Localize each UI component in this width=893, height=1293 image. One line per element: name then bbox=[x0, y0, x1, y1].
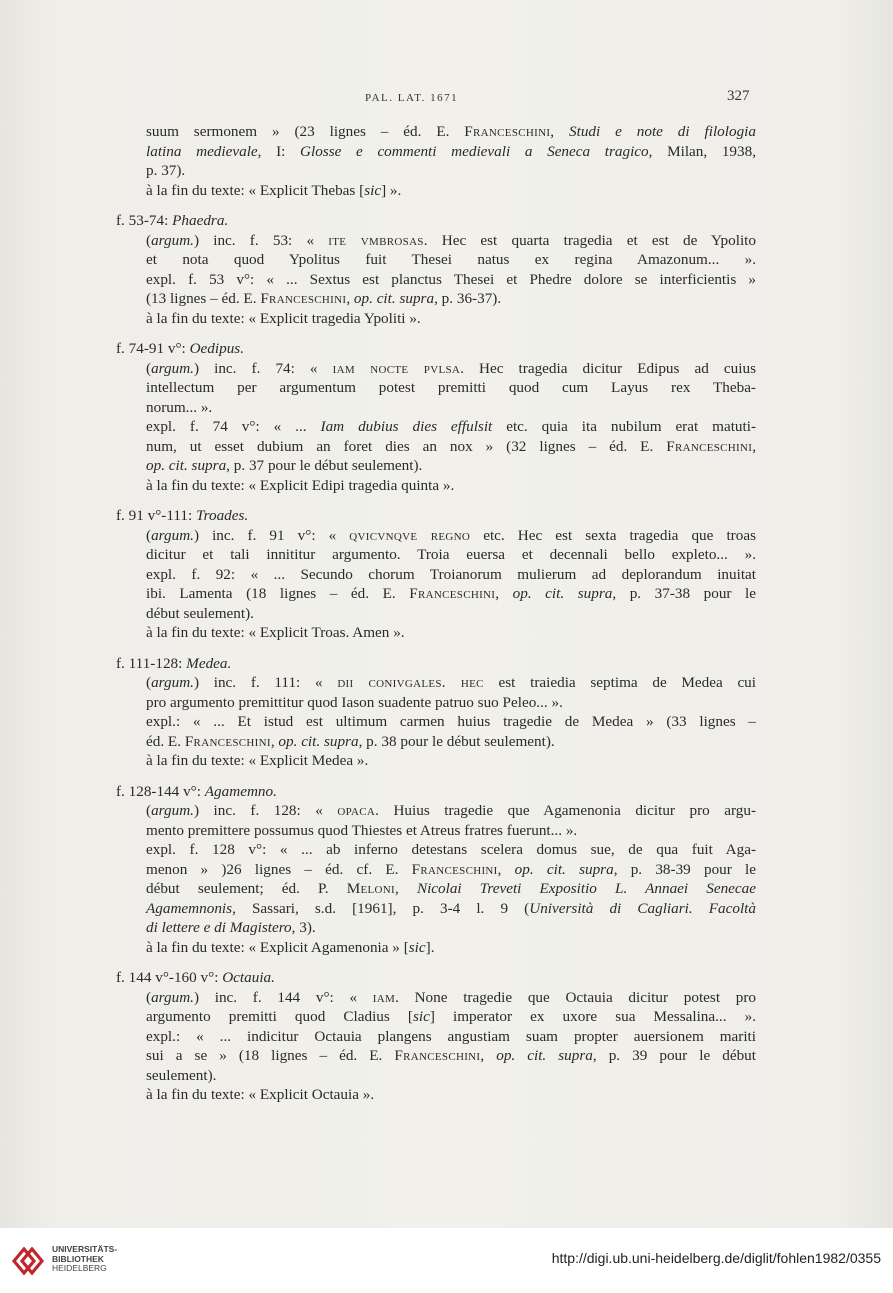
text-run: ibi. Lamenta (18 lignes – éd. E. bbox=[146, 585, 410, 602]
italic-text: op. cit. supra bbox=[146, 457, 227, 474]
small-caps-text: opaca bbox=[337, 802, 376, 819]
text-run: ) inc. f. 74: « bbox=[193, 359, 333, 377]
text-run: à la fin du texte: « Explicit Troas. Amen ». bbox=[146, 624, 405, 641]
text-run: , bbox=[550, 123, 569, 140]
text-line bbox=[116, 1085, 756, 1105]
italic-text: Troades. bbox=[196, 507, 249, 524]
italic-text: sic bbox=[364, 181, 382, 199]
text-run: début seulement; éd. P. bbox=[146, 880, 347, 897]
text-run: menon » )26 lignes – éd. cf. E. bbox=[146, 860, 412, 878]
small-caps-text: Franceschini bbox=[394, 1047, 481, 1064]
italic-text: sic bbox=[408, 938, 426, 956]
text-run: expl. f. 53 v°: « ... Sextus est planctus Thesei et Phedre dolore se interficientis » bbox=[146, 270, 756, 288]
italic-text: sic bbox=[412, 1008, 430, 1025]
logo-line: HEIDELBERG bbox=[52, 1263, 107, 1273]
text-run: . Huius tragedie que Agamenonia dicitur pro argu- bbox=[375, 802, 756, 819]
text-line bbox=[116, 378, 756, 398]
text-line bbox=[116, 359, 756, 379]
text-line bbox=[116, 938, 756, 958]
text-run: num, ut esset dubium an foret dies an nox » (32 lignes – éd. E. bbox=[146, 437, 667, 455]
text-line bbox=[116, 673, 756, 693]
text-line bbox=[116, 289, 756, 309]
text-run: , Milan, 1938, bbox=[648, 142, 756, 160]
text-line bbox=[116, 309, 756, 329]
italic-text: Glosse e commenti medievali a Seneca tragico bbox=[300, 142, 649, 160]
entry-phaedra bbox=[116, 211, 756, 328]
small-caps-text: iam nocte pvlsa bbox=[332, 359, 461, 377]
text-line bbox=[116, 437, 756, 457]
text-run: . Hec est quarta tragedia et est de Ypolito bbox=[423, 231, 756, 249]
text-line bbox=[116, 456, 756, 476]
folio-heading bbox=[116, 506, 756, 526]
text-line bbox=[116, 732, 756, 752]
text-run: , Sassari, s.d. [1961], p. 3-4 l. 9 ( bbox=[232, 899, 530, 917]
text-line bbox=[116, 801, 756, 821]
text-run: éd. E. bbox=[146, 732, 185, 750]
page-number: 327 bbox=[727, 88, 750, 104]
text-run: (13 lignes – éd. E. bbox=[146, 290, 261, 307]
small-caps-text: ite vmbrosas bbox=[328, 231, 424, 249]
small-caps-text: Franceschini bbox=[260, 290, 347, 307]
logo-line: BIBLIOTHEK bbox=[52, 1253, 104, 1264]
folio-heading bbox=[116, 211, 756, 231]
italic-text: argum. bbox=[151, 359, 194, 377]
permalink[interactable]: http://digi.ub.uni-heidelberg.de/diglit/fohlen1982/0355 bbox=[551, 1250, 881, 1266]
entry-oedipus bbox=[116, 339, 756, 495]
text-run: début seulement). bbox=[146, 604, 254, 622]
text-line bbox=[116, 476, 756, 496]
italic-text: argum. bbox=[151, 988, 194, 1006]
text-run: intellectum per argumentum potest premitti quod cum Layus rex Theba- bbox=[146, 379, 756, 396]
small-caps-text: iam bbox=[372, 988, 396, 1006]
small-caps-text: qvicvnqve regno bbox=[349, 526, 471, 544]
text-run: expl. f. 92: « ... Secundo chorum Troianorum mulierum ad deplorandum inuitat bbox=[146, 565, 756, 583]
text-run: , p. 37 pour le début seulement). bbox=[226, 457, 423, 474]
text-run: à la fin du texte: « Explicit Edipi tragedia quinta ». bbox=[146, 476, 455, 494]
small-caps-text: Franceschini bbox=[411, 860, 498, 878]
text-line bbox=[116, 918, 756, 938]
small-caps-text: Franceschini bbox=[184, 732, 271, 750]
running-head bbox=[0, 88, 893, 108]
text-line bbox=[116, 840, 756, 860]
folio-heading bbox=[116, 782, 756, 802]
text-run: mento premittere possumus quod Thiestes et Atreus fratres fuerunt... ». bbox=[146, 821, 578, 839]
text-run: et nota quod Ypolitus fuit Thesei natus ex regina Amazonum... ». bbox=[146, 251, 756, 268]
small-caps-text: Meloni bbox=[346, 880, 396, 897]
text-run: sui a se » (18 lignes – éd. E. bbox=[146, 1047, 395, 1064]
italic-text: argum. bbox=[151, 674, 194, 691]
text-run: ) inc. f. 144 v°: « bbox=[193, 988, 373, 1006]
small-caps-text: dii conivgales. hec bbox=[337, 674, 484, 691]
running-head-title: PAL. LAT. 1671 bbox=[365, 92, 459, 104]
text-line bbox=[116, 1027, 756, 1047]
text-run: expl.: « ... Et istud est ultimum carmen huius tragedie de Medea » (33 lignes – bbox=[146, 713, 756, 730]
text-run: f. 111-128: bbox=[116, 654, 187, 672]
text-run: , bbox=[346, 290, 354, 307]
text-line bbox=[116, 712, 756, 732]
text-run: , bbox=[497, 860, 515, 878]
text-run: , p. 38 pour le début seulement). bbox=[358, 732, 555, 750]
text-line bbox=[116, 1046, 756, 1066]
italic-text: argum. bbox=[151, 526, 194, 544]
text-line bbox=[116, 398, 756, 418]
text-run: à la fin du texte: « Explicit Medea ». bbox=[146, 752, 369, 769]
folio-heading bbox=[116, 654, 756, 674]
text-line bbox=[116, 899, 756, 919]
folio-heading bbox=[116, 968, 756, 988]
text-run: , bbox=[495, 585, 513, 602]
text-run: p. 37). bbox=[146, 162, 186, 179]
text-run: suum sermonem » (23 lignes – éd. E. bbox=[146, 123, 465, 140]
italic-text: op. cit. supra bbox=[512, 585, 613, 602]
text-line bbox=[116, 417, 756, 437]
text-run: ( bbox=[146, 802, 152, 819]
text-run: f. 53-74: bbox=[116, 212, 173, 229]
text-run: argumento premitti quod Cladius [ bbox=[146, 1008, 413, 1025]
text-run: à la fin du texte: « Explicit Agamenonia » [ bbox=[146, 938, 409, 956]
text-run: f. 144 v°-160 v°: bbox=[116, 969, 223, 986]
italic-text: op. cit. supra bbox=[496, 1047, 593, 1064]
text-line bbox=[116, 161, 756, 181]
text-line bbox=[116, 250, 756, 270]
text-run: , p. 36-37). bbox=[434, 290, 502, 307]
text-run: ) inc. f. 53: « bbox=[193, 231, 329, 249]
italic-text: Phaedra. bbox=[172, 212, 229, 229]
text-run: à la fin du texte: « Explicit tragedia Ypoliti ». bbox=[146, 309, 421, 327]
italic-text: op. cit. supra bbox=[353, 290, 435, 307]
italic-text: op. cit. supra bbox=[278, 732, 359, 750]
italic-text: Università di Cagliari. Facoltà bbox=[529, 899, 756, 917]
text-line bbox=[116, 821, 756, 841]
text-run: , p. 38-39 pour le bbox=[613, 860, 756, 878]
italic-text: Studi e note di filologia bbox=[569, 123, 756, 140]
italic-text: Nicolai Treveti Expositio L. Annaei Senecae bbox=[416, 880, 756, 897]
italic-text: di lettere e di Magistero bbox=[146, 919, 292, 936]
text-run: ) inc. f. 128: « bbox=[193, 802, 338, 819]
text-line bbox=[116, 526, 756, 546]
text-line bbox=[116, 545, 756, 565]
catalog-body bbox=[116, 122, 756, 1105]
text-run: , bbox=[752, 437, 756, 455]
text-run: ] imperator ex uxore sua Messalina... ». bbox=[429, 1008, 756, 1025]
text-run: ) inc. f. 91 v°: « bbox=[193, 526, 350, 544]
university-library-logo-icon bbox=[10, 1239, 46, 1279]
text-run: , p. 39 pour le début bbox=[592, 1047, 756, 1064]
text-line bbox=[116, 584, 756, 604]
text-line bbox=[116, 751, 756, 771]
text-run: norum... ». bbox=[146, 398, 213, 416]
text-run: . Hec tragedia dicitur Edipus ad cuius bbox=[460, 359, 756, 377]
text-run: pro argumento premittitur quod Iason suadente patruo suo Peleo... ». bbox=[146, 693, 563, 711]
text-run: f. 74-91 v°: bbox=[116, 340, 190, 357]
text-run: etc. quia ita nubilum erat matuti- bbox=[492, 418, 756, 435]
text-line bbox=[116, 604, 756, 624]
text-line bbox=[116, 879, 756, 899]
logo-line: UNIVERSITÄTS- bbox=[52, 1244, 118, 1254]
entry-medea bbox=[116, 654, 756, 771]
italic-text: Iam dubius dies effulsit bbox=[320, 418, 493, 435]
text-run: , bbox=[270, 732, 279, 750]
text-line bbox=[116, 860, 756, 880]
italic-text: Medea. bbox=[186, 654, 232, 672]
text-run: f. 91 v°-111: bbox=[116, 507, 197, 524]
text-run: ( bbox=[146, 526, 152, 544]
text-run: ]. bbox=[425, 938, 435, 956]
entry-agamemno bbox=[116, 782, 756, 958]
italic-text: argum. bbox=[151, 231, 194, 249]
text-run: dicitur et tali innititur argumento. Troia euersa et decennali bello expleto... ». bbox=[146, 546, 756, 563]
small-caps-text: Franceschini bbox=[409, 585, 496, 602]
text-line bbox=[116, 181, 756, 201]
text-run: expl. f. 74 v°: « ... bbox=[146, 418, 321, 435]
text-line bbox=[116, 1066, 756, 1086]
text-run: ] ». bbox=[381, 181, 402, 199]
text-run: à la fin du texte: « Explicit Octauia ». bbox=[146, 1086, 375, 1103]
text-run: ( bbox=[146, 988, 152, 1006]
folio-heading bbox=[116, 339, 756, 359]
italic-text: Octauia. bbox=[222, 969, 275, 986]
text-run: , bbox=[480, 1047, 497, 1064]
small-caps-text: Franceschini bbox=[666, 437, 753, 455]
text-run: ( bbox=[146, 359, 152, 377]
text-run: ) inc. f. 111: « bbox=[193, 674, 338, 691]
text-run: , 3). bbox=[291, 919, 316, 936]
text-run: ( bbox=[146, 674, 152, 691]
small-caps-text: Franceschini bbox=[464, 123, 551, 140]
text-line bbox=[116, 1007, 756, 1027]
text-run: à la fin du texte: « Explicit Thebas [ bbox=[146, 181, 365, 199]
italic-text: Agamemno. bbox=[204, 782, 277, 800]
text-run: etc. Hec est sexta tragedia que troas bbox=[470, 526, 756, 544]
text-run: seulement). bbox=[146, 1066, 217, 1084]
entry-troades bbox=[116, 506, 756, 643]
text-run: , p. 37-38 pour le bbox=[612, 585, 756, 602]
italic-text: argum. bbox=[151, 802, 194, 819]
text-run: expl. f. 128 v°: « ... ab inferno detestans scelera domus sue, de qua fuit Aga- bbox=[146, 841, 756, 858]
text-run: f. 128-144 v°: bbox=[116, 782, 205, 800]
italic-text: op. cit. supra bbox=[514, 860, 614, 878]
text-run: , I: bbox=[257, 142, 301, 160]
text-line bbox=[116, 623, 756, 643]
text-run: ( bbox=[146, 231, 152, 249]
text-line bbox=[116, 270, 756, 290]
entry-octauia bbox=[116, 968, 756, 1105]
text-line bbox=[116, 565, 756, 585]
text-run: est traiedia septima de Medea cui bbox=[483, 674, 756, 691]
italic-text: Oedipus. bbox=[189, 340, 244, 357]
text-line bbox=[116, 693, 756, 713]
text-line bbox=[116, 142, 756, 162]
text-line bbox=[116, 122, 756, 142]
text-run: expl.: « ... indicitur Octauia plangens angustiam suam propter auersionem mariti bbox=[146, 1027, 756, 1045]
italic-text: Agamemnonis bbox=[146, 899, 233, 917]
text-run: . None tragedie que Octauia dicitur potest pro bbox=[395, 988, 756, 1006]
text-run: , bbox=[395, 880, 417, 897]
text-line bbox=[116, 231, 756, 251]
text-line bbox=[116, 988, 756, 1008]
library-logo-text bbox=[52, 1245, 117, 1274]
italic-text: latina medievale bbox=[146, 142, 258, 160]
viewer-footer bbox=[0, 1228, 893, 1293]
entry-thebais-cont bbox=[116, 122, 756, 200]
